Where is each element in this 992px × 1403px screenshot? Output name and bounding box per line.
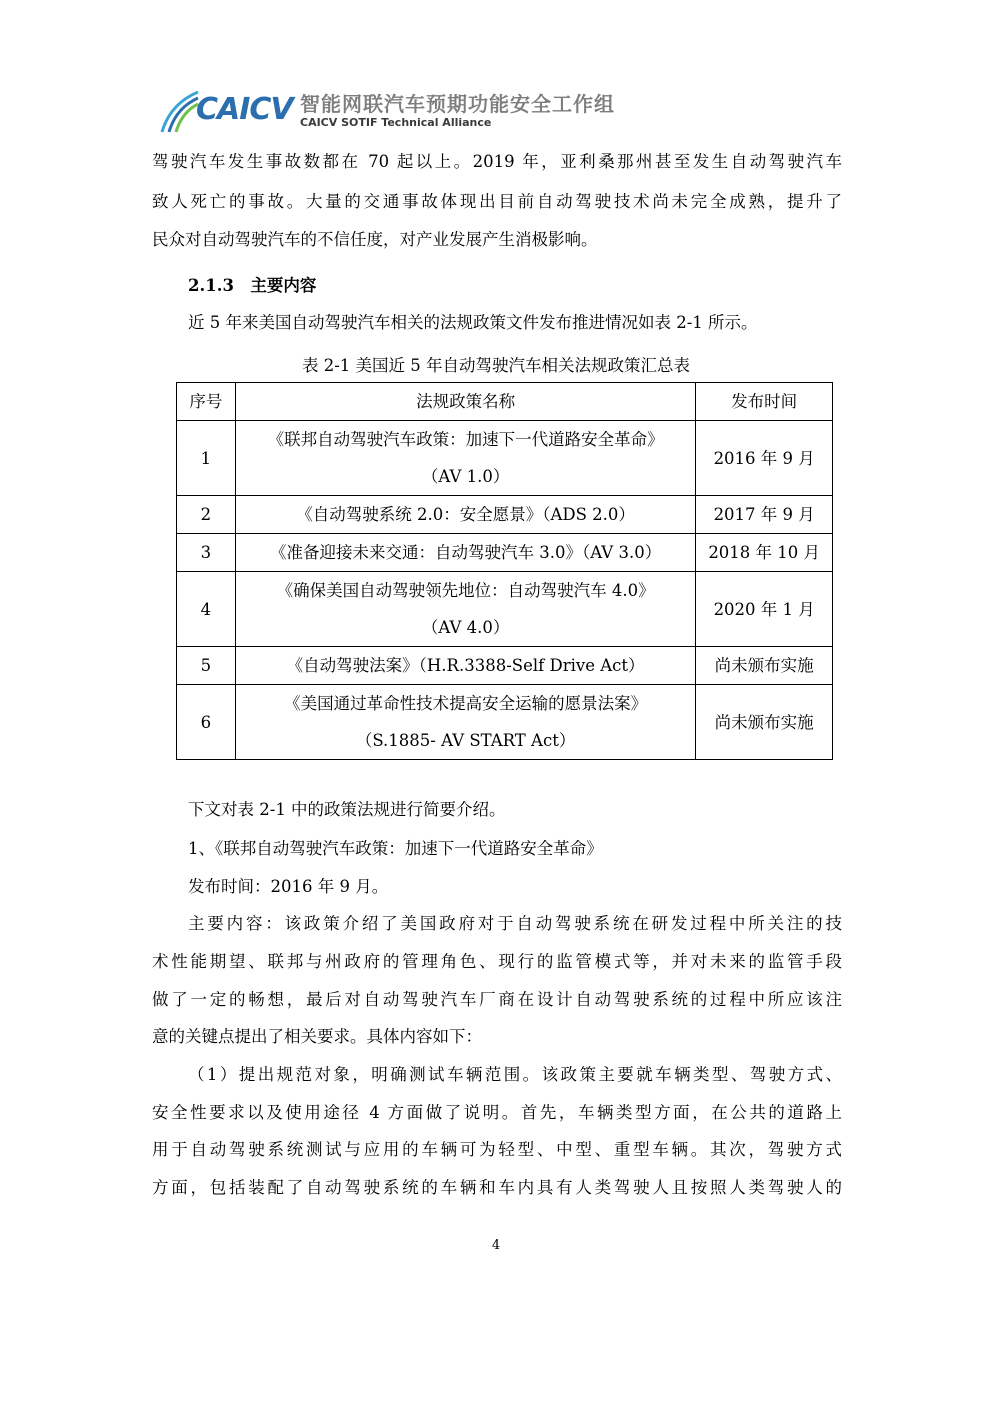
after-table-intro: 下文对表 2-1 中的政策法规进行简要介绍。 [188, 800, 506, 819]
table-row [177, 534, 833, 572]
release-time: 发布时间：2016 年 9 月。 [188, 877, 389, 896]
table-row [177, 572, 833, 647]
intro-line-1: 驾驶汽车发生事故数都在 70 起以上。2019 年，亚利桑那州甚至发生自动驾驶汽车 [152, 152, 842, 171]
section-heading: 2.1.3 主要内容 [188, 276, 317, 295]
point-line-1: （1）提出规范对象，明确测试车辆范围。该政策主要就车辆类型、驾驶方式、 [188, 1065, 842, 1084]
org-name-en: CAICV SOTIF Technical Alliance [300, 116, 492, 129]
table-row [177, 647, 833, 685]
content-line-4: 意的关键点提出了相关要求。具体内容如下： [152, 1027, 482, 1046]
policy-table [176, 382, 833, 760]
table-row [177, 421, 833, 496]
row-name: 《自动驾驶系统 2.0：安全愿景》（ADS 2.0） [235, 496, 696, 534]
row-name: 《自动驾驶法案》（H.R.3388-Self Drive Act） [235, 647, 696, 685]
point-line-4: 方面，包括装配了自动驾驶系统的车辆和车内具有人类驾驶人且按照人类驾驶人的 [152, 1178, 842, 1197]
row-name-line1: 《美国通过革命性技术提高安全运输的愿景法案》 [284, 694, 648, 713]
logo-wordmark: CAICV [196, 92, 293, 127]
row-name-line1: 《联邦自动驾驶汽车政策：加速下一代道路安全革命》 [267, 430, 664, 449]
content-line-2: 术性能期望、联邦与州政府的管理角色、现行的监管模式等，并对未来的监管手段 [152, 952, 842, 971]
header-name: 法规政策名称 [235, 383, 696, 421]
header-no: 序号 [177, 383, 236, 421]
row-date: 2017 年 9 月 [696, 496, 833, 534]
row-no: 6 [177, 685, 236, 760]
table-header-row [177, 383, 833, 421]
content-line-1: 主要内容：该政策介绍了美国政府对于自动驾驶系统在研发过程中所关注的技 [188, 914, 842, 933]
row-name: 《准备迎接未来交通：自动驾驶汽车 3.0》（AV 3.0） [235, 534, 696, 572]
row-date: 尚未颁布实施 [696, 685, 833, 760]
row-name-line1: 《确保美国自动驾驶领先地位：自动驾驶汽车 4.0》 [276, 581, 655, 600]
row-date: 2018 年 10 月 [696, 534, 833, 572]
content-line-3: 做了一定的畅想，最后对自动驾驶汽车厂商在设计自动驾驶系统的过程中所应该注 [152, 990, 842, 1009]
row-name-line2: （AV 1.0） [421, 467, 510, 486]
intro-line-3: 民众对自动驾驶汽车的不信任度，对产业发展产生消极影响。 [152, 230, 598, 249]
table-row [177, 685, 833, 760]
row-no: 1 [177, 421, 236, 496]
row-name-line2: （S.1885- AV START Act） [355, 731, 576, 750]
table-caption: 表 2-1 美国近 5 年自动驾驶汽车相关法规政策汇总表 [301, 356, 691, 375]
point-line-2: 安全性要求以及使用途径 4 方面做了说明。首先，车辆类型方面，在公共的道路上 [152, 1103, 842, 1122]
row-date: 2016 年 9 月 [696, 421, 833, 496]
row-no: 5 [177, 647, 236, 685]
section-intro: 近 5 年来美国自动驾驶汽车相关的法规政策文件发布推进情况如表 2-1 所示。 [188, 313, 758, 332]
row-date: 2020 年 1 月 [696, 572, 833, 647]
item-title: 1、《联邦自动驾驶汽车政策：加速下一代道路安全革命》 [188, 839, 603, 858]
row-name [235, 685, 696, 760]
page-number: 4 [491, 1238, 501, 1253]
row-name [235, 421, 696, 496]
logo-swoosh-icon [160, 86, 200, 136]
org-name-cn: 智能网联汽车预期功能安全工作组 [300, 92, 615, 116]
intro-line-2: 致人死亡的事故。大量的交通事故体现出目前自动驾驶技术尚未完全成熟，提升了 [152, 192, 842, 211]
row-no: 4 [177, 572, 236, 647]
row-name [235, 572, 696, 647]
row-no: 3 [177, 534, 236, 572]
table-row [177, 496, 833, 534]
row-no: 2 [177, 496, 236, 534]
header-logo [160, 86, 620, 138]
header-date: 发布时间 [696, 383, 833, 421]
row-date: 尚未颁布实施 [696, 647, 833, 685]
point-line-3: 用于自动驾驶系统测试与应用的车辆可为轻型、中型、重型车辆。其次，驾驶方式 [152, 1140, 842, 1159]
row-name-line2: （AV 4.0） [421, 618, 510, 637]
